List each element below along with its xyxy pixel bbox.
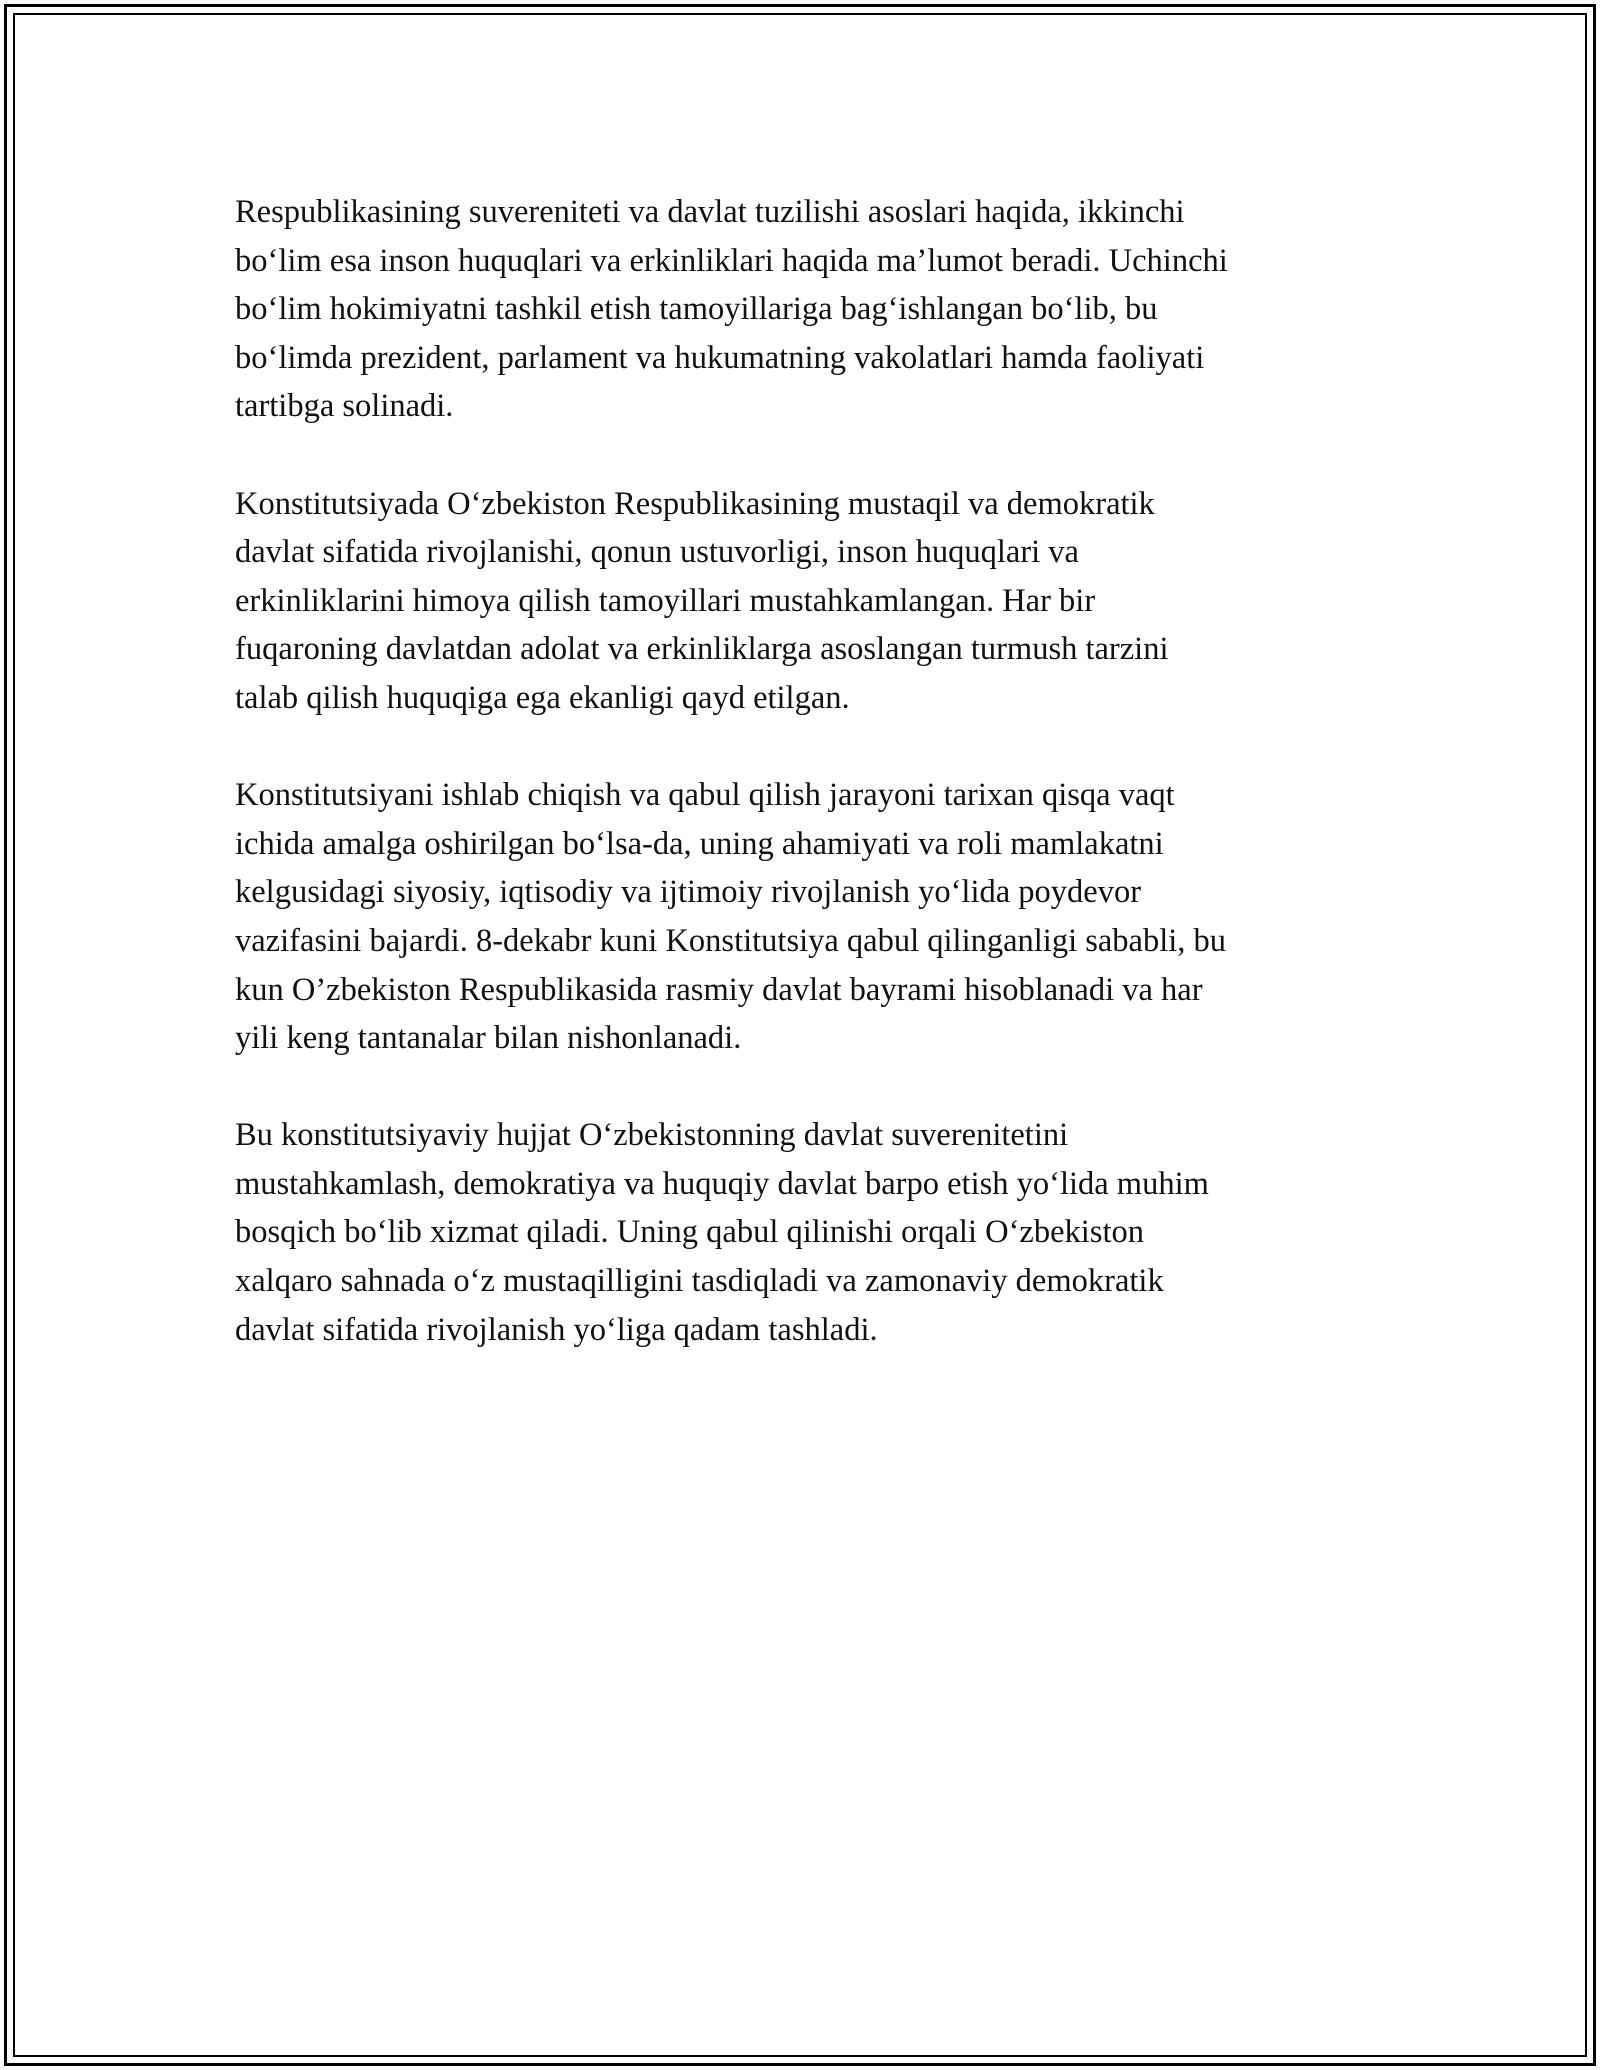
- text-line: Respublikasining suvereniteti va davlat tuzilishi asoslari haqida, ikkinchi: [235, 194, 1185, 230]
- text-line: Konstitutsiyada O‘zbekiston Respublikasining mustaqil va demokratik: [235, 485, 1155, 522]
- text-line: davlat sifatida rivojlanishi, qonun ustuvorligi, inson huquqlari va: [235, 534, 1079, 571]
- text-line: mustahkamlash, demokratiya va huquqiy davlat barpo etish yo‘lida muhim: [235, 1165, 1209, 1202]
- document-body: [235, 188, 1375, 1403]
- text-line: kun O’zbekiston Respublikasida rasmiy davlat bayrami hisoblanadi va har: [235, 971, 1203, 1008]
- text-line: erkinliklarini himoya qilish tamoyillari mustahkamlangan. Har bir: [235, 582, 1096, 619]
- text-line: ichida amalga oshirilgan bo‘lsa-da, uning ahamiyati va roli mamlakatni: [235, 825, 1164, 862]
- text-line: fuqaroning davlatdan adolat va erkinliklarga asoslangan turmush tarzini: [235, 631, 1169, 668]
- text-line: bosqich bo‘lib xizmat qiladi. Uning qabul qilinishi orqali O‘zbekiston: [235, 1214, 1144, 1251]
- text-line: tartibga solinadi.: [235, 388, 454, 425]
- text-line: Konstitutsiyani ishlab chiqish va qabul qilish jarayoni tarixan qisqa vaqt: [235, 777, 1175, 814]
- paragraph-2: [235, 480, 1375, 723]
- text-line: Bu konstitutsiyaviy hujjat O‘zbekistonning davlat suverenitetini: [235, 1117, 1069, 1154]
- text-line: vazifasini bajardi. 8-dekabr kuni Konstitutsiya qabul qilinganligi sababli, bu: [235, 922, 1227, 959]
- text-line: xalqaro sahnada o‘z mustaqilligini tasdiqladi va zamonaviy demokratik: [235, 1263, 1164, 1300]
- text-line: kelgusidagi siyosiy, iqtisodiy va ijtimoiy rivojlanish yo‘lida poydevor: [235, 874, 1142, 911]
- paragraph-3: [235, 771, 1375, 1063]
- paragraph-4: [235, 1111, 1375, 1354]
- text-line: yili keng tantanalar bilan nishonlanadi.: [235, 1020, 742, 1057]
- text-line: davlat sifatida rivojlanish yo‘liga qadam tashladi.: [235, 1311, 878, 1348]
- text-line: talab qilish huquqiga ega ekanligi qayd etilgan.: [235, 679, 850, 716]
- text-line: bo‘limda prezident, parlament va hukumatning vakolatlari hamda faoliyati: [235, 339, 1205, 376]
- text-line: bo‘lim hokimiyatni tashkil etish tamoyillariga bag‘ishlangan bo‘lib, bu: [235, 291, 1158, 328]
- text-line: bo‘lim esa inson huquqlari va erkinliklari haqida ma’lumot beradi. Uchinchi: [235, 242, 1228, 279]
- paragraph-1: [235, 188, 1375, 431]
